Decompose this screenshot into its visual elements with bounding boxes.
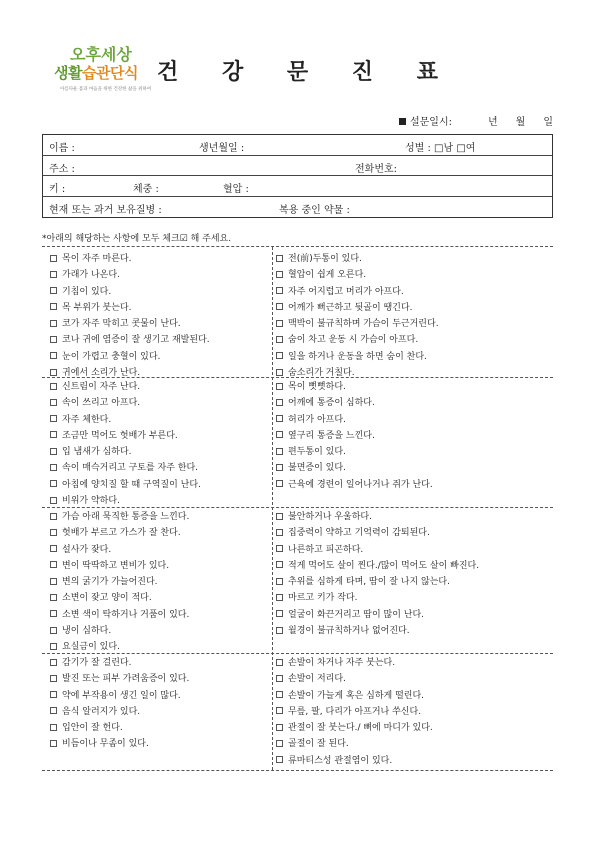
- symptom-label: 숨소리가 거칠다.: [288, 368, 355, 379]
- survey-date-day: 일: [543, 117, 553, 128]
- checkbox-icon[interactable]: [50, 336, 57, 343]
- symptom-label: 집중력이 약하고 기억력이 감퇴된다.: [288, 528, 430, 539]
- symptom-label: 숨이 차고 운동 시 가슴이 아프다.: [288, 335, 419, 346]
- checkbox-icon[interactable]: [50, 320, 57, 327]
- symptom-label: 얼굴이 화끈거리고 땀이 많이 난다.: [288, 609, 425, 620]
- symptom-label: 발진 또는 피부 가려움증이 있다.: [62, 674, 190, 685]
- symptom-label: 귀에서 소리가 난다.: [62, 368, 141, 379]
- symptom-column-left: [50, 251, 270, 381]
- symptom-label: 목이 자주 마른다.: [62, 254, 132, 264]
- symptom-item[interactable]: [276, 542, 551, 558]
- symptom-item[interactable]: [50, 574, 270, 590]
- symptom-item[interactable]: [276, 655, 551, 671]
- symptom-label: 변이 딱딱하고 변비가 있다.: [62, 560, 170, 571]
- checkbox-icon[interactable]: [276, 255, 283, 262]
- symptom-item[interactable]: [276, 590, 551, 606]
- checkbox-icon[interactable]: [50, 691, 57, 698]
- checkbox-icon[interactable]: [276, 303, 283, 310]
- symptom-item[interactable]: [50, 300, 270, 316]
- checkbox-icon[interactable]: [276, 287, 283, 294]
- symptom-label: 약에 부작용이 생긴 일이 많다.: [62, 690, 181, 701]
- symptom-item[interactable]: [276, 428, 551, 444]
- symptom-item[interactable]: [50, 655, 270, 671]
- symptom-label: 설사가 잦다.: [62, 544, 112, 555]
- symptom-item[interactable]: [50, 412, 270, 428]
- symptom-label: 조금만 먹어도 헛배가 부른다.: [62, 430, 178, 441]
- symptom-item[interactable]: [50, 623, 270, 639]
- symptom-item[interactable]: [50, 558, 270, 574]
- survey-date-label: 설문일시:: [409, 117, 452, 128]
- checkbox-icon[interactable]: [276, 756, 283, 763]
- checkbox-icon[interactable]: [50, 610, 57, 617]
- symptom-label: 가슴 아래 묵직한 통증을 느낀다.: [62, 512, 190, 522]
- checkbox-icon[interactable]: [50, 448, 57, 455]
- checkbox-icon[interactable]: [50, 561, 57, 568]
- checkbox-icon[interactable]: [276, 707, 283, 714]
- square-bullet-icon: [399, 118, 406, 125]
- symptom-item[interactable]: [276, 477, 551, 493]
- symptom-label: 눈이 가렵고 충혈이 있다.: [62, 351, 161, 362]
- symptom-label: 골절이 잘 된다.: [288, 739, 349, 750]
- medication-field[interactable]: 복용 중인 약물 :: [279, 204, 350, 216]
- checkbox-icon[interactable]: [50, 271, 57, 278]
- symptom-item[interactable]: [50, 590, 270, 606]
- symptom-item[interactable]: [276, 349, 551, 365]
- logo-sub-text: 아름다운 몸과 마음을 위한 건강한 삶을 위하여: [60, 87, 152, 92]
- checkbox-icon[interactable]: [276, 594, 283, 601]
- address-field[interactable]: 주소 :: [49, 163, 75, 175]
- symptom-checklist: [42, 246, 553, 771]
- symptom-label: 추위를 심하게 타며, 땀이 잘 나지 않는다.: [288, 577, 450, 588]
- symptom-label: 입안이 잘 헌다.: [62, 723, 123, 734]
- symptom-label: 나른하고 피곤하다.: [288, 544, 364, 555]
- symptom-item[interactable]: [276, 379, 551, 395]
- checkbox-icon[interactable]: [50, 255, 57, 262]
- checkbox-icon[interactable]: [50, 480, 57, 487]
- symptom-label: 입 냄새가 심하다.: [62, 447, 132, 458]
- checkbox-icon[interactable]: [50, 352, 57, 359]
- symptom-item[interactable]: [50, 688, 270, 704]
- symptom-item[interactable]: [50, 493, 270, 509]
- symptom-item[interactable]: [50, 395, 270, 411]
- checkbox-icon[interactable]: [50, 415, 57, 422]
- birth-field[interactable]: 생년월일 :: [199, 143, 245, 154]
- weight-field[interactable]: 체중 :: [133, 184, 159, 195]
- checkbox-icon[interactable]: [50, 740, 57, 747]
- checkbox-icon[interactable]: [50, 675, 57, 682]
- checkbox-icon[interactable]: [50, 578, 57, 585]
- symptom-item[interactable]: [276, 460, 551, 476]
- logo-main-orange: 습관단식: [81, 64, 138, 82]
- checkbox-icon[interactable]: [276, 480, 283, 487]
- checkbox-icon[interactable]: [276, 336, 283, 343]
- symptom-label: 아침에 양치질 할 때 구역질이 난다.: [62, 479, 201, 490]
- symptom-label: 손발이 차거나 자주 붓는다.: [288, 658, 396, 668]
- symptom-label: 냉이 심하다.: [62, 626, 112, 637]
- symptom-label: 요실금이 있다.: [62, 642, 120, 653]
- checkbox-icon[interactable]: [276, 464, 283, 471]
- symptom-item[interactable]: [50, 267, 270, 283]
- symptom-label: 속이 매슥거리고 구토를 자주 한다.: [62, 463, 199, 474]
- info-row-body: [43, 176, 552, 197]
- symptom-label: 신트림이 자주 난다.: [62, 382, 141, 392]
- symptom-label: 비위가 약하다.: [62, 496, 120, 507]
- checkbox-icon[interactable]: [50, 513, 57, 520]
- checkbox-icon[interactable]: [50, 594, 57, 601]
- symptom-item[interactable]: [50, 332, 270, 348]
- symptom-label: 맥박이 불규칙하며 가슴이 두근거린다.: [288, 319, 439, 330]
- checkbox-icon[interactable]: [276, 415, 283, 422]
- symptom-item[interactable]: [50, 349, 270, 365]
- symptom-column-left: [50, 379, 270, 509]
- symptom-item[interactable]: [276, 316, 551, 332]
- phone-field[interactable]: 전화번호:: [355, 163, 398, 175]
- symptom-item[interactable]: [50, 607, 270, 623]
- symptom-item[interactable]: [276, 267, 551, 283]
- symptom-label: 소변이 잦고 양이 적다.: [62, 593, 152, 604]
- symptom-label: 마르고 키가 작다.: [288, 593, 358, 604]
- symptom-label: 목이 뻣뻣하다.: [288, 382, 346, 392]
- symptom-item[interactable]: [50, 720, 270, 736]
- symptom-item[interactable]: [276, 720, 551, 736]
- symptom-label: 감기가 잘 걸린다.: [62, 658, 132, 668]
- symptom-item[interactable]: [50, 251, 270, 267]
- survey-date-year: 년: [487, 117, 498, 128]
- symptom-item[interactable]: [50, 671, 270, 687]
- symptom-item[interactable]: [276, 671, 551, 687]
- symptom-column-left: [50, 509, 270, 656]
- symptom-item[interactable]: [276, 753, 551, 769]
- symptom-label: 편두통이 있다.: [288, 447, 346, 458]
- height-field[interactable]: 키 :: [49, 184, 66, 195]
- symptom-item[interactable]: [276, 623, 551, 639]
- symptom-item[interactable]: [276, 412, 551, 428]
- checkbox-icon[interactable]: [50, 643, 57, 650]
- symptom-item[interactable]: [50, 704, 270, 720]
- symptom-column-right: [276, 655, 551, 769]
- checkbox-icon[interactable]: [276, 724, 283, 731]
- symptom-item[interactable]: [50, 284, 270, 300]
- symptom-item[interactable]: [276, 284, 551, 300]
- symptom-label: 적게 먹어도 살이 찐다./많이 먹어도 살이 빠진다.: [288, 560, 480, 571]
- info-row-medical: [43, 197, 552, 218]
- symptom-label: 음식 알러지가 있다.: [62, 706, 141, 717]
- symptom-label: 일을 하거나 운동을 하면 숨이 찬다.: [288, 351, 427, 362]
- symptom-item[interactable]: [50, 525, 270, 541]
- survey-date: [399, 113, 553, 128]
- symptom-item[interactable]: [276, 251, 551, 267]
- symptom-item[interactable]: [276, 444, 551, 460]
- symptom-item[interactable]: [276, 558, 551, 574]
- symptom-column-right: [276, 251, 551, 381]
- blood-pressure-field[interactable]: 혈압 :: [223, 184, 249, 195]
- logo-main-green: 생활: [54, 64, 82, 82]
- symptom-column-right: [276, 379, 551, 493]
- symptom-item[interactable]: [276, 704, 551, 720]
- checkbox-icon[interactable]: [50, 464, 57, 471]
- symptom-item[interactable]: [276, 525, 551, 541]
- checkbox-icon[interactable]: [276, 320, 283, 327]
- symptom-item[interactable]: [276, 332, 551, 348]
- checkbox-icon[interactable]: [50, 399, 57, 406]
- symptom-label: 자주 어지럽고 머리가 아프다.: [288, 286, 404, 297]
- checkbox-icon[interactable]: [50, 369, 57, 376]
- checkbox-icon[interactable]: [276, 691, 283, 698]
- symptom-label: 월경이 불규칙하거나 없어진다.: [288, 626, 410, 637]
- symptom-label: 근육에 경련이 일어나거나 쥐가 난다.: [288, 479, 433, 490]
- checkbox-icon[interactable]: [50, 303, 57, 310]
- symptom-label: 전(前)두통이 있다.: [288, 254, 362, 264]
- checkbox-icon[interactable]: [276, 369, 283, 376]
- survey-date-month: 월: [515, 117, 526, 128]
- symptom-item[interactable]: [50, 639, 270, 655]
- checkbox-icon[interactable]: [276, 675, 283, 682]
- checkbox-icon[interactable]: [50, 383, 57, 390]
- checkbox-icon[interactable]: [276, 448, 283, 455]
- personal-info-table: [42, 134, 553, 218]
- symptom-item[interactable]: [50, 428, 270, 444]
- checkbox-icon[interactable]: [276, 352, 283, 359]
- checkbox-icon[interactable]: [50, 707, 57, 714]
- symptom-label: 헛배가 부르고 가스가 잘 찬다.: [62, 528, 181, 539]
- symptom-label: 류마티스성 관절염이 있다.: [288, 755, 393, 766]
- symptom-label: 기침이 있다.: [62, 286, 112, 297]
- symptom-label: 불면증이 있다.: [288, 463, 346, 474]
- symptom-label: 코나 귀에 염증이 잘 생기고 재발된다.: [62, 335, 210, 346]
- checkbox-icon[interactable]: [50, 627, 57, 634]
- symptom-item[interactable]: [50, 460, 270, 476]
- symptom-item[interactable]: [50, 477, 270, 493]
- symptom-item[interactable]: [50, 509, 270, 525]
- checkbox-icon[interactable]: [50, 529, 57, 536]
- symptom-item[interactable]: [276, 509, 551, 525]
- checkbox-icon[interactable]: [276, 627, 283, 634]
- symptom-label: 어깨에 통증이 심하다.: [288, 398, 375, 409]
- checkbox-icon[interactable]: [276, 740, 283, 747]
- symptom-label: 손발이 저리다.: [288, 674, 346, 685]
- checkbox-icon[interactable]: [276, 610, 283, 617]
- symptom-column-right: [276, 509, 551, 639]
- symptom-item[interactable]: [276, 574, 551, 590]
- symptom-label: 불안하거나 우울하다.: [288, 512, 372, 522]
- symptom-item[interactable]: [276, 300, 551, 316]
- symptom-label: 소변 색이 탁하거나 거품이 있다.: [62, 609, 190, 620]
- checkbox-icon[interactable]: [276, 271, 283, 278]
- checkbox-icon[interactable]: [276, 529, 283, 536]
- checkbox-icon[interactable]: [50, 659, 57, 666]
- symptom-label: 어깨가 뻐근하고 뒷골이 땡긴다.: [288, 302, 413, 313]
- checkbox-icon[interactable]: [50, 497, 57, 504]
- symptom-item[interactable]: [276, 607, 551, 623]
- disease-field[interactable]: 현재 또는 과거 보유질병 :: [49, 204, 162, 216]
- checkbox-icon[interactable]: [276, 561, 283, 568]
- checkbox-icon[interactable]: [50, 431, 57, 438]
- checkbox-icon[interactable]: [276, 513, 283, 520]
- symptom-item[interactable]: [50, 736, 270, 752]
- symptom-label: 무릎, 팔, 다리가 아프거나 쑤신다.: [288, 706, 422, 717]
- page-title: 건 강 문 진 표: [157, 59, 456, 85]
- symptom-item[interactable]: [50, 316, 270, 332]
- symptom-label: 손발이 가늘게 혹은 심하게 떨린다.: [288, 690, 425, 701]
- symptom-item[interactable]: [276, 395, 551, 411]
- symptom-label: 목 부위가 붓는다.: [62, 302, 132, 313]
- symptom-item[interactable]: [276, 736, 551, 752]
- symptom-label: 비듬이나 무좀이 있다.: [62, 739, 149, 750]
- symptom-label: 변의 굵기가 가늘어진다.: [62, 577, 158, 588]
- symptom-label: 속이 쓰리고 아프다.: [62, 398, 141, 409]
- symptom-label: 옆구리 통증을 느낀다.: [288, 430, 375, 441]
- checkbox-icon[interactable]: [276, 659, 283, 666]
- checkbox-icon[interactable]: [50, 287, 57, 294]
- checkbox-icon[interactable]: [276, 545, 283, 552]
- symptom-label: 가래가 나온다.: [62, 270, 120, 281]
- symptom-label: 관절이 잘 붓는다./ 뼈에 마디가 있다.: [288, 723, 433, 734]
- info-row-address: [43, 156, 552, 177]
- logo-top-text: 오후세상: [70, 45, 132, 64]
- symptom-label: 허리가 아프다.: [288, 414, 346, 425]
- symptom-item[interactable]: [50, 542, 270, 558]
- name-field[interactable]: 이름 :: [49, 143, 75, 154]
- checkbox-icon[interactable]: [276, 578, 283, 585]
- checkbox-icon[interactable]: [276, 383, 283, 390]
- symptom-column-left: [50, 655, 270, 753]
- checkbox-icon[interactable]: [276, 399, 283, 406]
- instruction-note: *아래의 해당하는 사항에 모두 체크☑ 해 주세요.: [42, 234, 232, 244]
- symptom-label: 자주 체한다.: [62, 414, 112, 425]
- symptom-item[interactable]: [50, 379, 270, 395]
- checkbox-icon[interactable]: [276, 431, 283, 438]
- symptom-label: 혈압이 쉽게 오른다.: [288, 270, 367, 281]
- checkbox-icon[interactable]: [50, 545, 57, 552]
- symptom-label: 코가 자주 막히고 콧물이 난다.: [62, 319, 181, 330]
- column-divider: [272, 247, 273, 770]
- checkbox-icon[interactable]: [50, 724, 57, 731]
- symptom-item[interactable]: [50, 444, 270, 460]
- info-row-name: [43, 135, 552, 156]
- symptom-item[interactable]: [276, 688, 551, 704]
- gender-field[interactable]: 성별 : □남 □여: [405, 143, 476, 154]
